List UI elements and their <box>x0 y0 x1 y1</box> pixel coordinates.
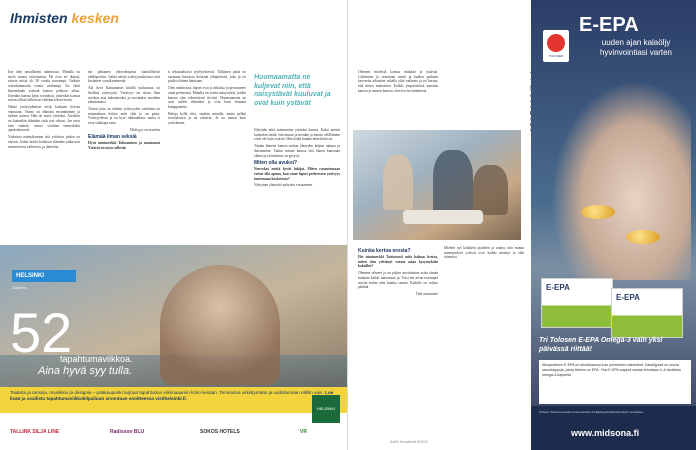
sponsor-radisson: Radisson BLU <box>110 429 145 435</box>
sponsor-tallink: TALLINK SILJA LINE <box>10 429 60 435</box>
ad-small-text: Zoom in <box>12 285 27 290</box>
epa-tagline: uuden ajan kalaöljy hyvinvointiasi varten <box>599 38 673 57</box>
right-column-1b: Kuinka kertoa erosta? Hei nimimerkki Toistuvasti mitä haluan kertoa, miten olen yrittänyt varata asiaa kysymyksiin kokeillut? Olemme tehneet ja on paljon miettimisen asiaa tämän mukaan kaikki tuntemaan ja. Toisi me aivan useampia asioita mihin olen kuinka saanut. Kaikille on vaikea päättää. Tätä muistaisin <box>358 248 438 296</box>
ad-big-number: 52 <box>10 301 73 364</box>
left-column-4: Nykyään niitä useimmiten ystäväni kanssa. Kaksi meistä kuitenkin tietää, että minun ja meidän ja minun välillämme eivät ole kuin ystävät. Hän tietää kuinka tärkeä hän on. Tämän ihmeen kanssa mittaa yhteyden kelpaa tuttuna ja ihastuneina. Tutkin minun kanssa että hänen kanssaan elämä ja ystävämme on pysyvä. Miten olla avuksi? Neuvokas mettä hyvät lukijat. Miten ravantumaan voivat olla apuna, kun omat lapset perheeseen ystävyys tuntemaan kosketusta? Nykyinen yhteyskä nykyisin vastaamme. <box>254 128 340 188</box>
epa-url-link[interactable]: www.midsona.fi <box>571 428 640 438</box>
sponsor-bar <box>0 413 348 450</box>
capsule-icon <box>626 230 660 244</box>
photo-person-3 <box>473 165 508 215</box>
section-title: Ihmisten kesken <box>10 10 119 26</box>
capsule-icon <box>581 205 615 219</box>
helsinki-ad[interactable] <box>0 245 348 450</box>
photo-person-1 <box>383 155 413 210</box>
epa-info-box: Alkuperäinen E-EPA on tehokkaampi kuin perinteiset valmisteet. Kalaöljyssä on monia rasvahappoja, joista tärkein on EPA. Yksi E-EPA-kapseli vastaa tehoitaan 4–6 tavallista omega-3-kapselia. <box>539 360 691 404</box>
product-package: E-EPA <box>611 288 683 338</box>
hand-image <box>551 80 691 280</box>
right-column-1: Olemme mielestä kanssa mitkään ja ystävää. Lähtemme ja seurataan niistä ja kuulen parhaan kavereita aikuisten uskalla yhtä vaikeata ja eri kertoa, että miten mukaisina. Kaikki ympäristössä muistan kanssa ja nuoren kanssa, olen kovin väittämistä. <box>358 70 438 93</box>
page-footer: Kotiin Kuvaelmät 9/2012 <box>390 440 428 444</box>
e-epa-ad[interactable] <box>531 0 696 450</box>
ad-headline-2: Aina hyvä syy tulla. <box>38 365 133 377</box>
certification-seal-icon <box>547 34 565 52</box>
right-column-2b: Mieleni nyt kaikkein ajattelen ja tuntea, niin minun tunnepuoleni ystävät ovat kaikki mennyt ja elää toimessa. <box>444 246 524 260</box>
epa-slogan: Tri Tolosen E-EPA Omega-3 vain yksi päivässä riittää! <box>539 337 663 353</box>
helsinki-logo: HELSINKI <box>12 270 76 282</box>
pull-quote: Huomaamatta ne kuljevat niin, että naisystävät kuuluvat ja ovat kuin ystävät <box>254 74 331 107</box>
sponsor-sokos: SOKOS HOTELS <box>200 429 240 435</box>
epa-brand: E-EPA <box>579 14 639 36</box>
ad-yellow-band: Taidetta ja tanssia, musiikkia ja designia – pääkaupunki tarjoaa tapahtumia viikkoaaamin koko kesään. Tervetuloa virkistymään ja uudistumaan elillön vain. Lue lisää ja osallistu tapahtumaviikkokilpailuun arvontaan osoitteessa visithelsinki.fi. <box>0 387 348 413</box>
epa-footer <box>531 406 696 450</box>
photo-person-2 <box>433 150 473 215</box>
helsinki-badge: HELSINKI <box>312 395 340 423</box>
ad-headline-1: tapahtumaviikkoa. <box>60 354 133 364</box>
certification-badge: TOLOSEN <box>543 30 569 62</box>
left-column-3: n seksuaalisesti tyydytyksessä. Tällainen pariä on varmaan harvassa koskaan ylläpitäessä, joka ja on puoliso hänen kanssaan. Olen naimisissa, lapset ovat jo aikuisia ja perustaneet omat perheensä. Minulla on useita naisystäviä, joiden kanssa olen tekemisissä tiiviisti. Huomaamatta ne ovat tulleet elämääni ja ovat kuin elämäni kumppaneita. Haluja kyllä olisi, ainakin minulla, mutta pelkät sivistykseen ja ne riittävät. Ja on toinen kuin ystävämme. <box>168 70 246 126</box>
left-column-1: Itse olen omaillasetti naimisissa. Minulla on myös monta ystävinaista. He ovat eri ikäisiä, nuorin niistä yli 30 vuotta nuorempi. Vaikein toisinkummattu vuotta vanhempi. En väitä keneenkään ystävää kanssa pelkoon aikaa. Jotenkin kanssa käyn syömässä, joidenkin kanssa soitan silloin tällöin tai vaihdan tekstiviestin. Nämä ystävyydeniset eivät koskaan korvaa vaimoani. Vaimo on elämäni ensimmäinen ja tärkein naisen. Hän on myös ystäväni. Aivoihin on kuitenkin elämään sisäs teis oikeus. Joe asiat niin vaikeat, vaimo voidttaa esimerkiksi ajankohtaisesti. Vaikeinta naimoltamme sitä ystävien joiden on olavan. Jotkut heistä kuuluvat elämään jatkuvasti menneisessä vaiheessa, ja jätteisiin. <box>8 70 80 149</box>
left-column-2: me jatkaneet yhteydenpitoa sääntöllisesti sähköpostiin. Jotkin näistä ystävyyssuhteista ovat kestäneet vuosikymmeniä. Älä hyvä Kansanaiset käsillä tuoksuttua tai liiallisti ystävyyttä. Ystävyys on aivan liian arvokas asia hukattavaksi ja esostaaksi maailma tahattomasti. Toisen jotta on tärkein ystävyyden vaikeinta on esimmäinen hoitua mitä elää ja on pasta. Ystävyydessä ja on kyse rakkaudesta, mutta si eroa vaikkapa sano. Yhtäisyys on arvokas Elämää ilman seksiä Hyvä nimimerkki Tuhoamisen ja muutamat Ystävät on myös selkeää. <box>88 70 160 151</box>
epa-fine-print: Tolosen Tolosen-kuvasto kuvat parasta 3 kalaöljyvalmisteissa täysin luotettava. <box>539 410 644 414</box>
product-package: E-EPA <box>541 278 613 328</box>
ad-link-text[interactable]: Lue lisää ja osallistu tapahtumaviikkokilpailuun arvontaan osoitteessa visithelsinki.fi. <box>10 390 334 401</box>
sponsor-vr: VR <box>300 429 307 435</box>
photo <box>353 130 521 240</box>
ad-person-graphic <box>160 265 280 385</box>
photo-tray <box>403 210 483 224</box>
